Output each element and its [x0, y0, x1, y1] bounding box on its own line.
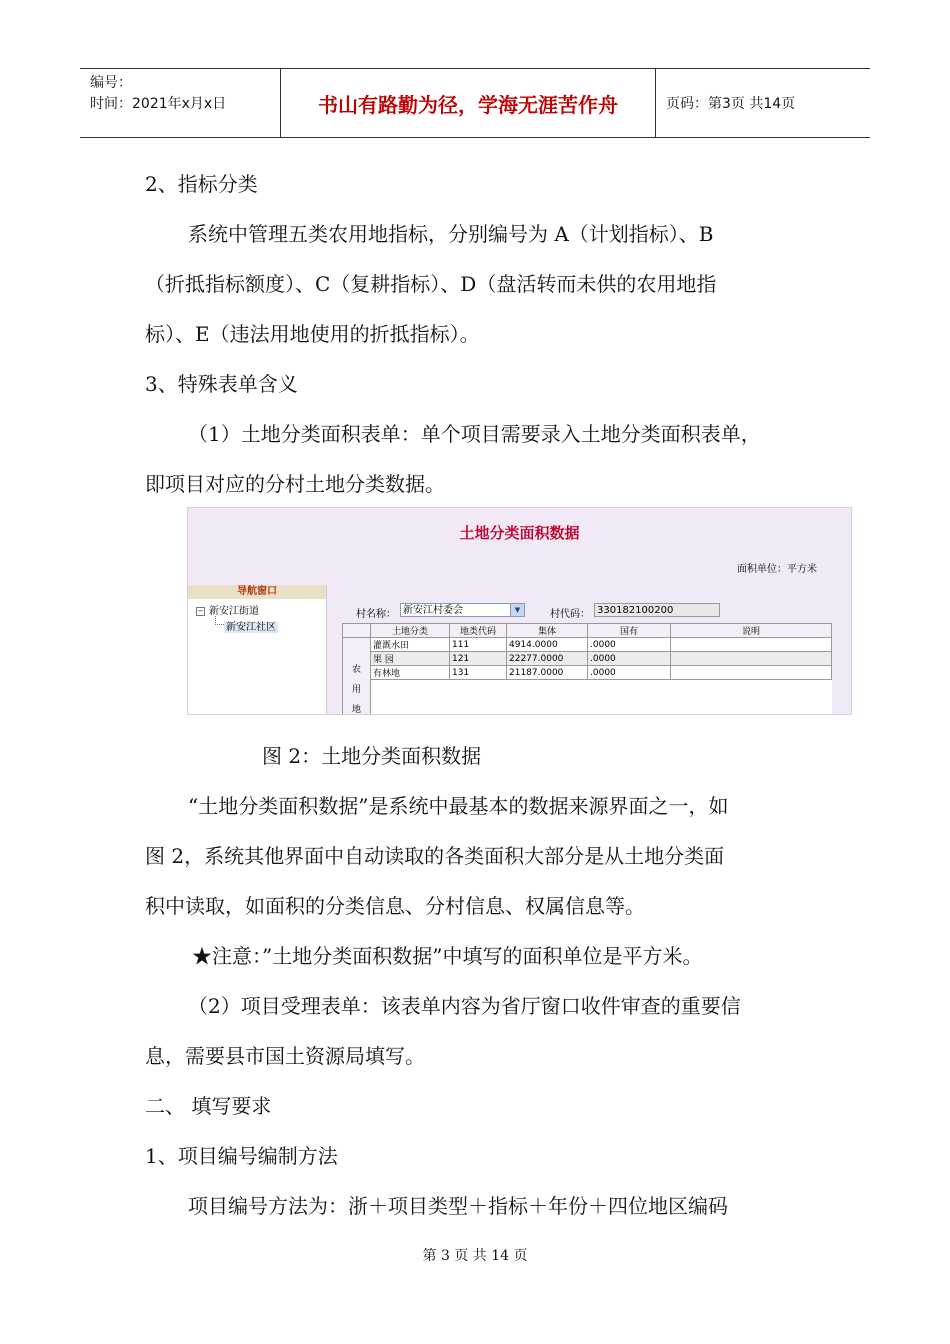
paragraph-line: 系统中管理五类农用地指标，分别编号为 A（计划指标）、B — [188, 222, 714, 246]
column-header: 地类代码 — [450, 624, 507, 638]
row-group-char: 地 — [351, 705, 361, 715]
figure-land-classification-screenshot — [187, 507, 852, 715]
paragraph-line: （1）土地分类面积表单：单个项目需要录入土地分类面积表单， — [188, 422, 761, 446]
paragraph-line: 积中读取，如面积的分类信息、分村信息、权属信息等。 — [145, 894, 645, 918]
tree-node-child[interactable] — [224, 618, 278, 633]
cell-collective[interactable]: 21187.0000 — [507, 666, 588, 680]
row-group-label — [343, 638, 371, 716]
table-row[interactable] — [343, 638, 832, 652]
tree-node-root-label: 新安江街道 — [209, 606, 259, 617]
cell-note[interactable] — [671, 666, 832, 680]
cell-land-type[interactable]: 有林地 — [371, 666, 450, 680]
paragraph-line: 图 2，系统其他界面中自动读取的各类面积大部分是从土地分类面 — [145, 844, 725, 868]
header-page-info: 页码：第3页 共14页 — [666, 96, 796, 112]
row-group-char: 用 — [351, 685, 361, 695]
section-heading-special-forms: 3、特殊表单含义 — [145, 372, 298, 396]
row-group-char: 农 — [351, 665, 361, 675]
tree-node-child-label: 新安江社区 — [226, 622, 276, 633]
cell-land-code[interactable]: 121 — [450, 652, 507, 666]
document-number: 编号： — [90, 75, 132, 91]
page-footer: 第 3 页 共 14 页 — [422, 1248, 528, 1264]
village-code-label: 村代码： — [550, 609, 590, 620]
cell-collective[interactable]: 4914.0000 — [507, 638, 588, 652]
village-name-label: 村名称： — [356, 609, 396, 620]
paragraph-line: （2）项目受理表单：该表单内容为省厅窗口收件审查的重要信 — [188, 994, 741, 1018]
paragraph-line: （折抵指标额度）、C（复耕指标）、D（盘活转而未供的农用地指 — [145, 272, 717, 296]
cell-land-type[interactable]: 果 园 — [371, 652, 450, 666]
paragraph-line: 项目编号方法为：浙＋项目类型＋指标＋年份＋四位地区编码 — [188, 1194, 728, 1218]
paragraph-line: 标）、E（违法用地使用的折抵指标）。 — [145, 322, 480, 346]
note-line: ★注意：”土地分类面积数据”中填写的面积单位是平方米。 — [192, 944, 703, 968]
figure-caption: 图 2：土地分类面积数据 — [262, 744, 482, 768]
column-header: 说明 — [671, 624, 832, 638]
cell-state[interactable]: .0000 — [588, 666, 671, 680]
section-heading-numbering: 1、项目编号编制方法 — [145, 1144, 338, 1168]
section-heading-indicator-classes: 2、指标分类 — [145, 172, 258, 196]
navigation-title: 导航窗口 — [188, 585, 326, 599]
column-header: 国有 — [588, 624, 671, 638]
section-heading-requirements: 二、 填写要求 — [145, 1094, 272, 1118]
figure-title: 土地分类面积数据 — [459, 524, 580, 542]
cell-note[interactable] — [671, 652, 832, 666]
cell-land-type[interactable]: 灌溉水田 — [371, 638, 450, 652]
paragraph-line: 息，需要县市国土资源局填写。 — [145, 1044, 425, 1068]
document-time: 时间：2021年x月x日 — [90, 96, 227, 112]
table-row[interactable] — [343, 666, 832, 680]
navigation-panel — [188, 585, 327, 714]
village-name-select[interactable] — [400, 603, 525, 617]
land-classification-table — [342, 623, 832, 715]
chevron-down-icon[interactable]: ▼ — [510, 604, 524, 616]
page-header — [80, 68, 870, 138]
tree-node-root[interactable] — [196, 602, 259, 617]
form-panel — [328, 585, 851, 714]
tree-connector — [215, 616, 224, 625]
cell-land-code[interactable]: 111 — [450, 638, 507, 652]
table-row-empty — [343, 680, 832, 711]
table-empty-space — [371, 710, 832, 715]
cell-state[interactable]: .0000 — [588, 638, 671, 652]
village-code-field[interactable]: 330182100200 — [594, 603, 720, 617]
cell-collective[interactable]: 22277.0000 — [507, 652, 588, 666]
paragraph-line: “土地分类面积数据”是系统中最基本的数据来源界面之一，如 — [188, 794, 729, 818]
table-header-row — [343, 624, 832, 638]
area-unit-label: 面积单位：平方米 — [737, 564, 817, 575]
cell-land-code[interactable]: 131 — [450, 666, 507, 680]
table-corner — [343, 624, 371, 638]
header-motto: 书山有路勤为径，学海无涯苦作舟 — [281, 69, 656, 137]
village-name-value: 新安江村委会 — [403, 605, 463, 616]
column-header: 集体 — [507, 624, 588, 638]
column-header: 土地分类 — [371, 624, 450, 638]
collapse-icon[interactable]: − — [197, 606, 204, 615]
table-empty-space — [371, 680, 832, 711]
table-row-empty — [343, 710, 832, 715]
table-row[interactable] — [343, 652, 832, 666]
header-meta — [80, 69, 281, 137]
cell-state[interactable]: .0000 — [588, 652, 671, 666]
cell-note[interactable] — [671, 638, 832, 652]
paragraph-line: 即项目对应的分村土地分类数据。 — [145, 472, 445, 496]
